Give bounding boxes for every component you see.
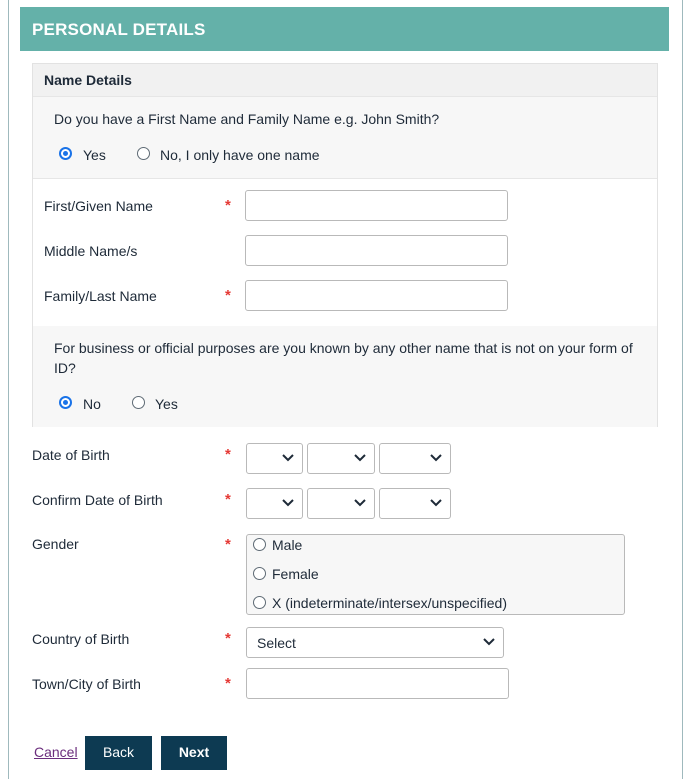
- first-name-label: First/Given Name: [44, 198, 153, 214]
- country-of-birth-select[interactable]: [246, 627, 504, 658]
- radio-gender-x[interactable]: [253, 596, 266, 609]
- required-marker: *: [225, 287, 231, 304]
- required-marker: *: [225, 491, 231, 508]
- chevron-down-icon: [282, 454, 294, 462]
- dob-label: Date of Birth: [32, 447, 110, 463]
- back-button-label: Back: [102, 744, 135, 760]
- chevron-down-icon: [430, 499, 442, 507]
- middle-name-label: Middle Name/s: [44, 243, 138, 259]
- gender-female-label[interactable]: Female: [272, 566, 319, 582]
- radio-two-names-yes[interactable]: [59, 147, 72, 160]
- gender-label: Gender: [32, 536, 79, 552]
- radio-other-name-yes[interactable]: [132, 396, 145, 409]
- other-name-question: For business or official purposes are you known by any other name that is not on your form of ID?: [54, 340, 633, 376]
- radio-two-names-no[interactable]: [137, 147, 150, 160]
- family-name-input[interactable]: [245, 280, 508, 311]
- radio-other-name-no-label[interactable]: No: [83, 396, 101, 412]
- radio-gender-female[interactable]: [253, 567, 266, 580]
- town-of-birth-label: Town/City of Birth: [32, 676, 141, 692]
- country-selected-value: Select: [257, 635, 296, 651]
- town-of-birth-input[interactable]: [246, 668, 509, 699]
- page-header: [20, 7, 669, 51]
- confirm-dob-label: Confirm Date of Birth: [32, 492, 163, 508]
- radio-two-names-yes-label[interactable]: Yes: [83, 147, 106, 163]
- radio-other-name-yes-label[interactable]: Yes: [155, 396, 178, 412]
- back-button[interactable]: [85, 736, 152, 770]
- middle-name-input[interactable]: [245, 235, 508, 266]
- first-name-input[interactable]: [245, 190, 508, 221]
- required-marker: *: [225, 197, 231, 214]
- question-band: [33, 97, 657, 179]
- confirm-dob-month-select[interactable]: [307, 488, 375, 519]
- dob-day-select[interactable]: [246, 443, 303, 474]
- required-marker: *: [225, 536, 231, 553]
- next-button-label: Next: [178, 744, 210, 760]
- name-details-title: Name Details: [44, 72, 132, 88]
- dob-year-select[interactable]: [379, 443, 451, 474]
- gender-x-label[interactable]: X (indeterminate/intersex/unspecified): [272, 595, 508, 611]
- chevron-down-icon: [282, 499, 294, 507]
- chevron-down-icon: [430, 454, 442, 462]
- country-of-birth-label: Country of Birth: [32, 631, 130, 647]
- confirm-dob-year-select[interactable]: [379, 488, 451, 519]
- chevron-down-icon: [354, 454, 366, 462]
- confirm-dob-day-select[interactable]: [246, 488, 303, 519]
- required-marker: *: [225, 630, 231, 647]
- chevron-down-icon: [483, 638, 495, 646]
- dob-month-select[interactable]: [307, 443, 375, 474]
- chevron-down-icon: [354, 499, 366, 507]
- required-marker: *: [225, 675, 231, 692]
- name-details-header: [33, 64, 657, 97]
- radio-two-names-no-label[interactable]: No, I only have one name: [160, 147, 320, 163]
- page-title: PERSONAL DETAILS: [32, 20, 206, 39]
- cancel-link[interactable]: Cancel: [34, 744, 78, 760]
- family-name-label: Family/Last Name: [44, 288, 157, 304]
- has-two-names-question: Do you have a First Name and Family Name e.g. John Smith?: [54, 111, 440, 127]
- required-marker: *: [225, 446, 231, 463]
- radio-gender-male[interactable]: [253, 538, 266, 551]
- gender-male-label[interactable]: Male: [272, 537, 303, 553]
- radio-other-name-no[interactable]: [59, 396, 72, 409]
- next-button[interactable]: [161, 736, 227, 770]
